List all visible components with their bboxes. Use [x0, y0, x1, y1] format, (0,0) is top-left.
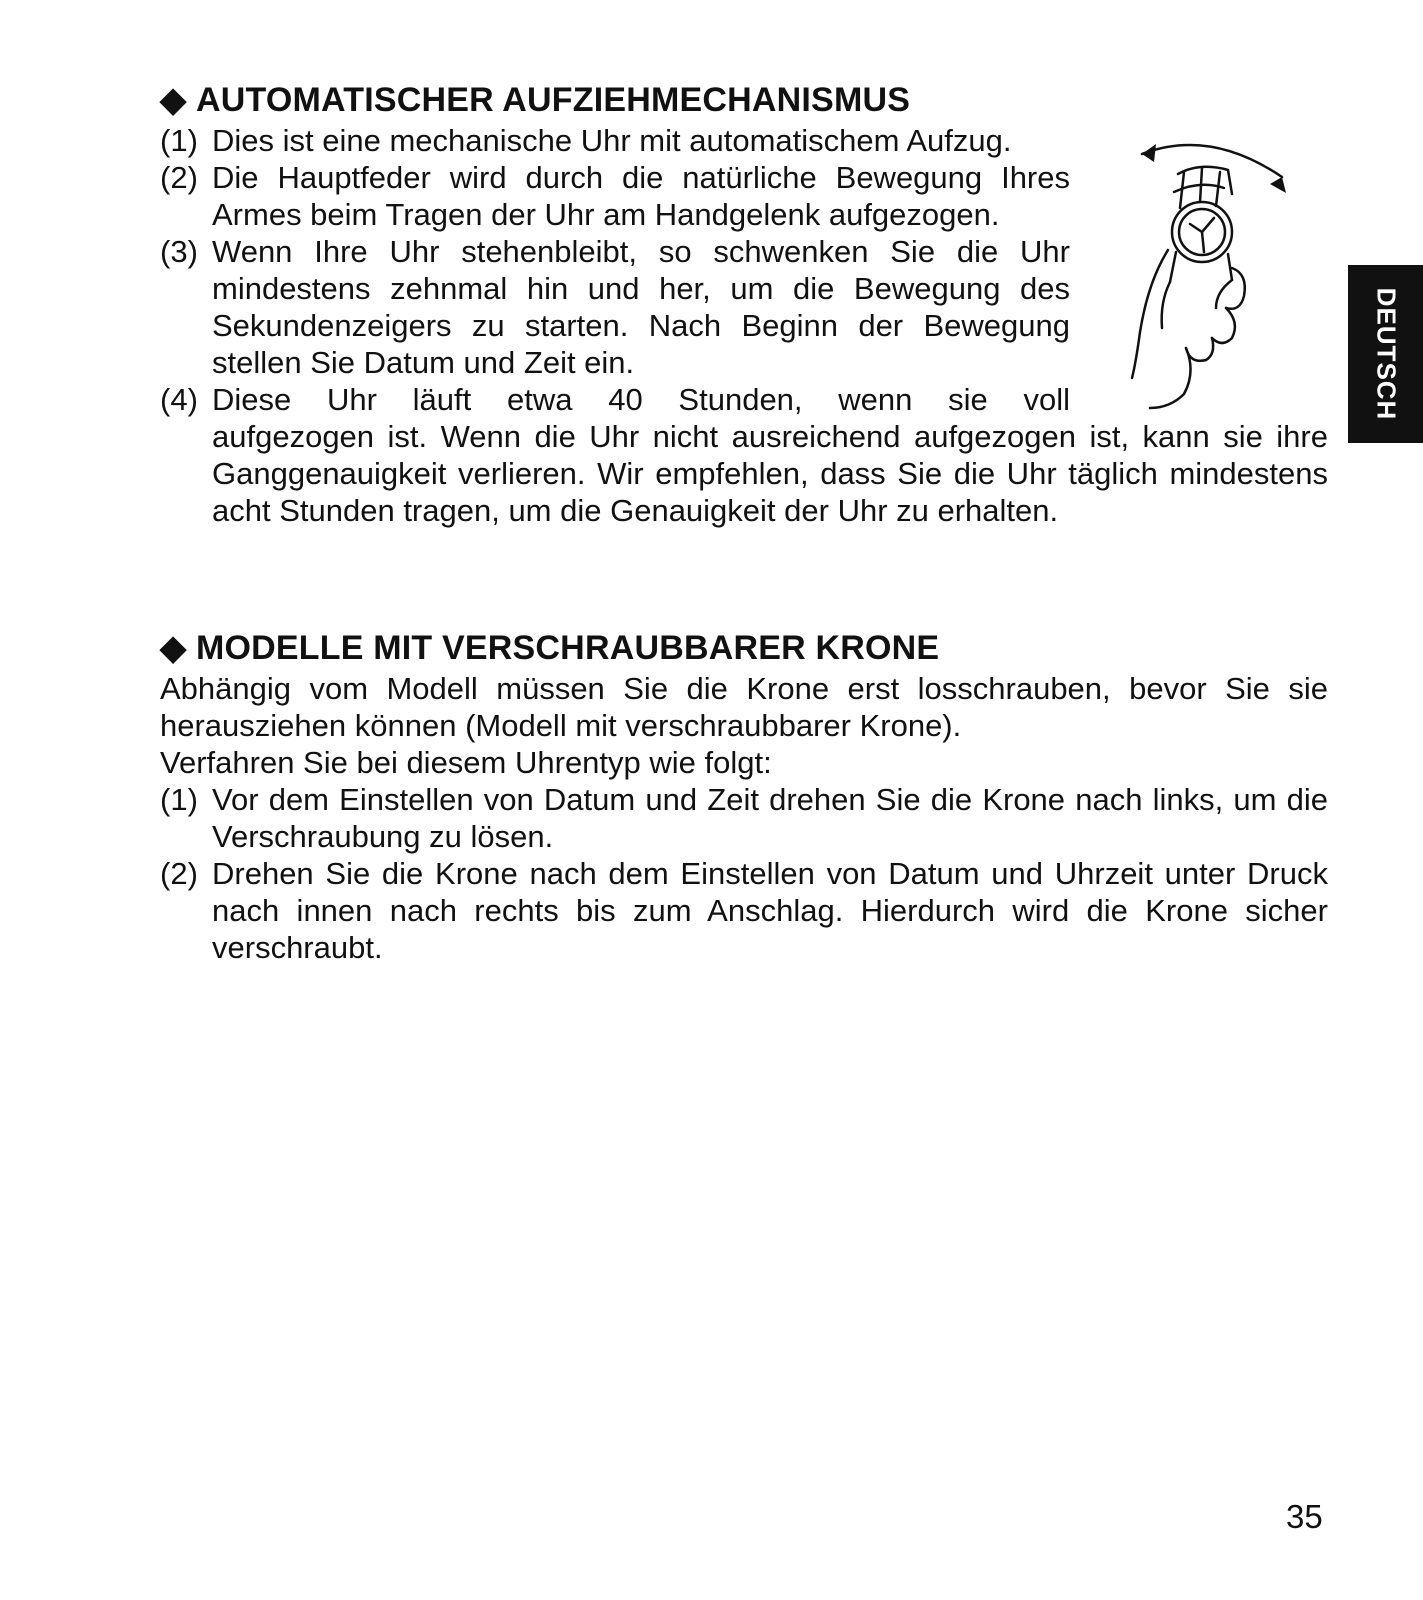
item-text-continued: aufgezogen ist. Wenn die Uhr nicht ausreichend aufgezogen ist, kann sie ihre Ganggenauigkeit verlieren. Wir empfehlen, dass Sie die Uhr täglich mindestens acht Stunden tragen, um die Genauigkeit der Uhr zu erhalten. — [212, 419, 1328, 528]
wrist-swing-illustration — [1120, 132, 1340, 422]
language-tab — [1348, 265, 1423, 443]
item-text: Drehen Sie die Krone nach dem Einstellen von Datum und Uhrzeit unter Druck nach innen nach rechts bis zum Anschlag. Hierdurch wird die Krone sicher verschraubt. — [212, 856, 1328, 965]
item-number: (2) — [160, 160, 198, 195]
item-text-first-line: Diese Uhr läuft etwa 40 Stunden, wenn sie voll — [212, 382, 1070, 417]
list-item — [160, 159, 1070, 233]
language-tab-label: DEUTSCH — [1371, 287, 1401, 421]
section-heading-text: AUTOMATISCHER AUFZIEHMECHANISMUS — [196, 81, 911, 119]
section-heading-screw-crown — [160, 628, 939, 668]
intro-paragraph: Verfahren Sie bei diesem Uhrentyp wie folgt: — [160, 745, 772, 780]
item-text: Vor dem Einstellen von Datum und Zeit drehen Sie die Krone nach links, um die Verschraubung zu lösen. — [212, 782, 1328, 854]
list-item — [160, 233, 1070, 381]
list-item — [160, 781, 1328, 855]
list-item — [160, 855, 1328, 966]
intro-paragraph: Abhängig vom Modell müssen Sie die Krone erst losschrauben, bevor Sie sie herausziehen können (Modell mit verschraubbarer Krone). — [160, 671, 1328, 743]
section-heading-text: MODELLE MIT VERSCHRAUBBARER KRONE — [196, 629, 940, 667]
page-number: 35 — [1286, 1498, 1323, 1535]
item-number: (4) — [160, 382, 198, 417]
item-text: Wenn Ihre Uhr stehenbleibt, so schwenken Sie die Uhr mindestens zehnmal hin und her, um die Bewegung des Sekundenzeigers zu starten. Nach Beginn der Bewegung stellen Sie Datum und Zeit ein. — [212, 234, 1070, 380]
item-number: (1) — [160, 123, 198, 158]
section-heading-automatic-winding — [160, 80, 910, 120]
list-item — [160, 122, 1060, 159]
item-number: (2) — [160, 856, 198, 891]
diamond-bullet-icon: ◆ — [160, 81, 187, 119]
item-text: Die Hauptfeder wird durch die natürliche Bewegung Ihres Armes beim Tragen der Uhr am Handgelenk aufgezogen. — [212, 160, 1070, 232]
diamond-bullet-icon: ◆ — [160, 629, 187, 667]
item-number: (1) — [160, 782, 198, 817]
item-text: Dies ist eine mechanische Uhr mit automatischem Aufzug. — [212, 123, 1012, 158]
item-number: (3) — [160, 234, 198, 269]
